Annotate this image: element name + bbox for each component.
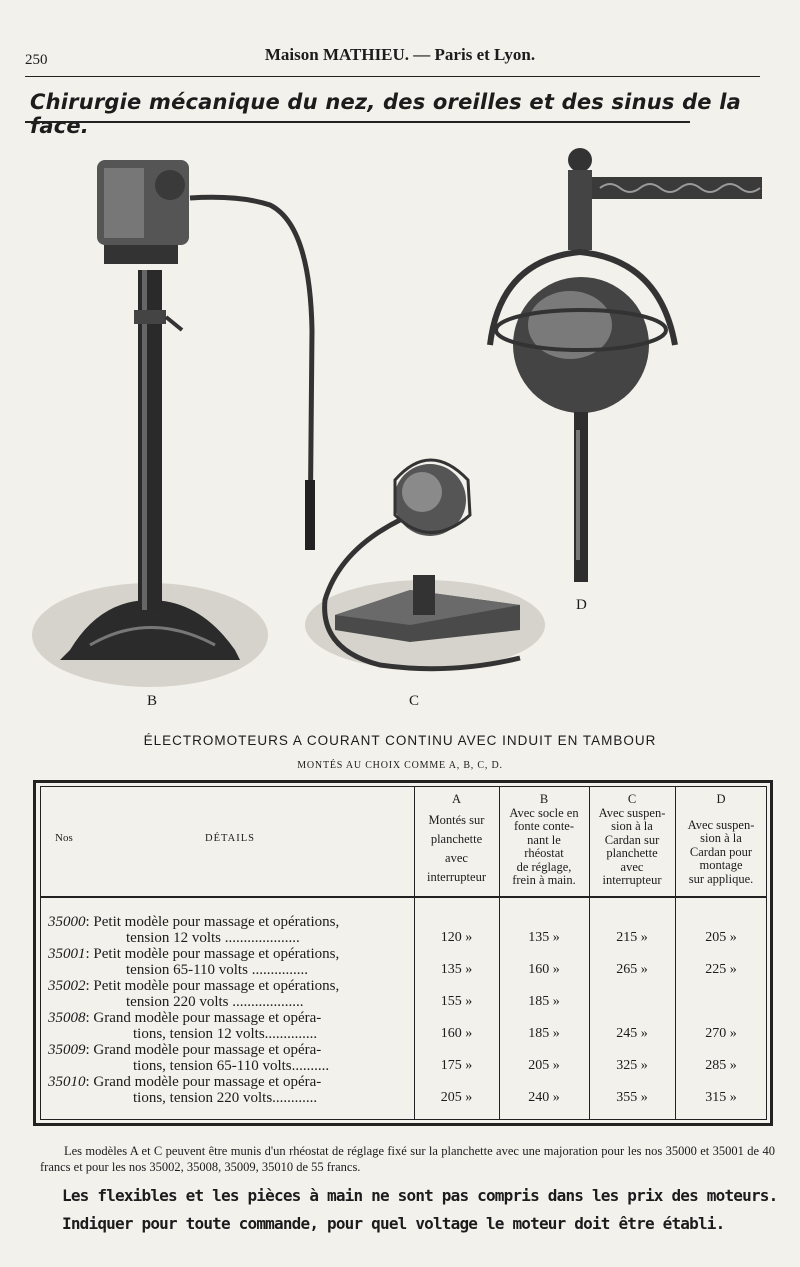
price-d: 285 » (705, 1058, 737, 1073)
header-line: planchette (430, 831, 483, 846)
price-a: 160 » (440, 1026, 473, 1041)
header-line: avec (620, 859, 644, 874)
column-header-details: DÉTAILS (205, 833, 255, 844)
title-underline (25, 121, 690, 123)
header-line: avec (445, 850, 468, 865)
price-c: 355 » (616, 1090, 648, 1105)
item-number: 35008 (48, 1010, 86, 1026)
column-header-b (499, 793, 589, 888)
item-description: Grand modèle pour massage et opéra- (93, 1042, 322, 1058)
row-line-2: tension 12 volts .................... (126, 930, 300, 946)
row-line-1: 35002: Petit modèle pour massage et opérations, (48, 978, 340, 994)
header-line: frein à main. (512, 873, 576, 887)
item-number: 35002 (48, 978, 86, 994)
row-line-2: tions, tension 220 volts............ (133, 1090, 318, 1106)
item-number: 35000 (48, 914, 86, 930)
column-letter: A (451, 792, 462, 806)
header-line: fonte conte- (513, 819, 575, 833)
item-description: Grand modèle pour massage et opéra- (93, 1074, 322, 1090)
price-c: 245 » (616, 1026, 648, 1041)
header-divider (40, 896, 767, 898)
item-number: 35001 (48, 946, 86, 962)
price-d: 225 » (705, 962, 737, 977)
table-subheading: MONTÉS AU CHOIX COMME A, B, C, D. (297, 760, 503, 771)
row-line-2: tions, tension 65-110 volts.......... (133, 1058, 330, 1074)
header-line: Avec suspen- (598, 805, 666, 820)
column-header-c (589, 793, 675, 888)
price-b: 240 » (528, 1090, 560, 1105)
price-c: 325 » (616, 1058, 648, 1073)
column-letter: B (539, 792, 549, 806)
row-line-2: tension 65-110 volts ............... (126, 962, 308, 978)
header-line: Montés sur (428, 812, 485, 827)
row-line-2: tions, tension 12 volts.............. (133, 1026, 318, 1042)
row-line-2: tension 220 volts ................... (126, 994, 304, 1010)
column-header-d (675, 793, 767, 886)
footer-note-voltage: Indiquer pour toute commande, pour quel voltage le moteur doit être établi. (62, 1214, 725, 1233)
header-line: interrupteur (426, 869, 486, 884)
item-description: Petit modèle pour massage et opérations, (93, 946, 340, 962)
header-line: Cardan sur (604, 832, 660, 847)
price-b: 135 » (528, 930, 560, 945)
column-letter: C (627, 792, 637, 806)
row-line-1: 35010: Grand modèle pour massage et opéra- (48, 1074, 322, 1090)
illustrations (0, 130, 800, 710)
header-line: planchette (606, 846, 658, 860)
header-line: Avec socle en (509, 805, 579, 820)
header-line: sion à la (611, 819, 653, 833)
price-d: 315 » (705, 1090, 737, 1105)
header-line: sur applique. (688, 871, 754, 886)
price-b: 185 » (528, 994, 560, 1009)
footer-note-flexibles: Les flexibles et les pièces à main ne sont pas compris dans les prix des moteurs. (62, 1186, 778, 1205)
item-number: 35009 (48, 1042, 86, 1058)
header-line: montage (699, 858, 743, 872)
figure-b-motor-stand (32, 160, 315, 687)
price-c: 265 » (616, 962, 648, 977)
header-line: de réglage, (516, 859, 572, 874)
column-letter: D (716, 792, 726, 806)
item-description: Grand modèle pour massage et opéra- (93, 1010, 322, 1026)
item-description: Petit modèle pour massage et opérations, (93, 978, 340, 994)
price-a: 175 » (440, 1058, 473, 1073)
pricing-note: Les modèles A et C peuvent être munis d'un rhéostat de réglage fixé sur la planchette avec une majoration pour les nos 35000 et 35001 de 40 francs et pour les nos 35002, 35008, 35009, 35010 de 55 francs. (40, 1144, 775, 1174)
table-heading: ÉLECTROMOTEURS A COURANT CONTINU AVEC INDUIT EN TAMBOUR (143, 733, 657, 748)
row-line-1: 35008: Grand modèle pour massage et opéra- (48, 1010, 322, 1026)
figure-c-table-motor (305, 460, 545, 670)
row-line-1: 35000: Petit modèle pour massage et opérations, (48, 914, 340, 930)
section-title: Chirurgie mécanique du nez, des oreilles et des sinus de la face. (30, 90, 742, 138)
figure-label-c: C (409, 693, 420, 709)
price-d: 270 » (705, 1026, 737, 1041)
header-line: interrupteur (602, 873, 662, 887)
header-rule (25, 76, 760, 77)
header-line: sion à la (700, 831, 742, 845)
price-b: 160 » (528, 962, 560, 977)
row-line-1: 35001: Petit modèle pour massage et opérations, (48, 946, 340, 962)
running-head: Maison MATHIEU. — Paris et Lyon. (264, 45, 536, 64)
price-d: 205 » (705, 930, 737, 945)
price-a: 205 » (440, 1090, 473, 1105)
price-c: 215 » (616, 930, 648, 945)
page-number: 250 (25, 52, 48, 68)
item-description: Petit modèle pour massage et opérations, (93, 914, 340, 930)
header-line: nant le (527, 832, 561, 847)
column-header-nos: Nos (55, 832, 73, 844)
column-header-a (414, 793, 499, 887)
price-a: 120 » (440, 930, 473, 945)
price-b: 205 » (528, 1058, 560, 1073)
figure-label-d: D (576, 597, 587, 613)
price-a: 135 » (440, 962, 473, 977)
header-line: Avec suspen- (687, 817, 755, 832)
item-number: 35010 (48, 1074, 86, 1090)
row-line-1: 35009: Grand modèle pour massage et opéra- (48, 1042, 322, 1058)
price-a: 155 » (440, 994, 473, 1009)
figure-d-suspended-motor (490, 148, 762, 582)
price-b: 185 » (528, 1026, 560, 1041)
figure-label-b: B (147, 693, 158, 709)
header-line: Cardan pour (689, 844, 753, 859)
header-line: rhéostat (524, 846, 564, 860)
